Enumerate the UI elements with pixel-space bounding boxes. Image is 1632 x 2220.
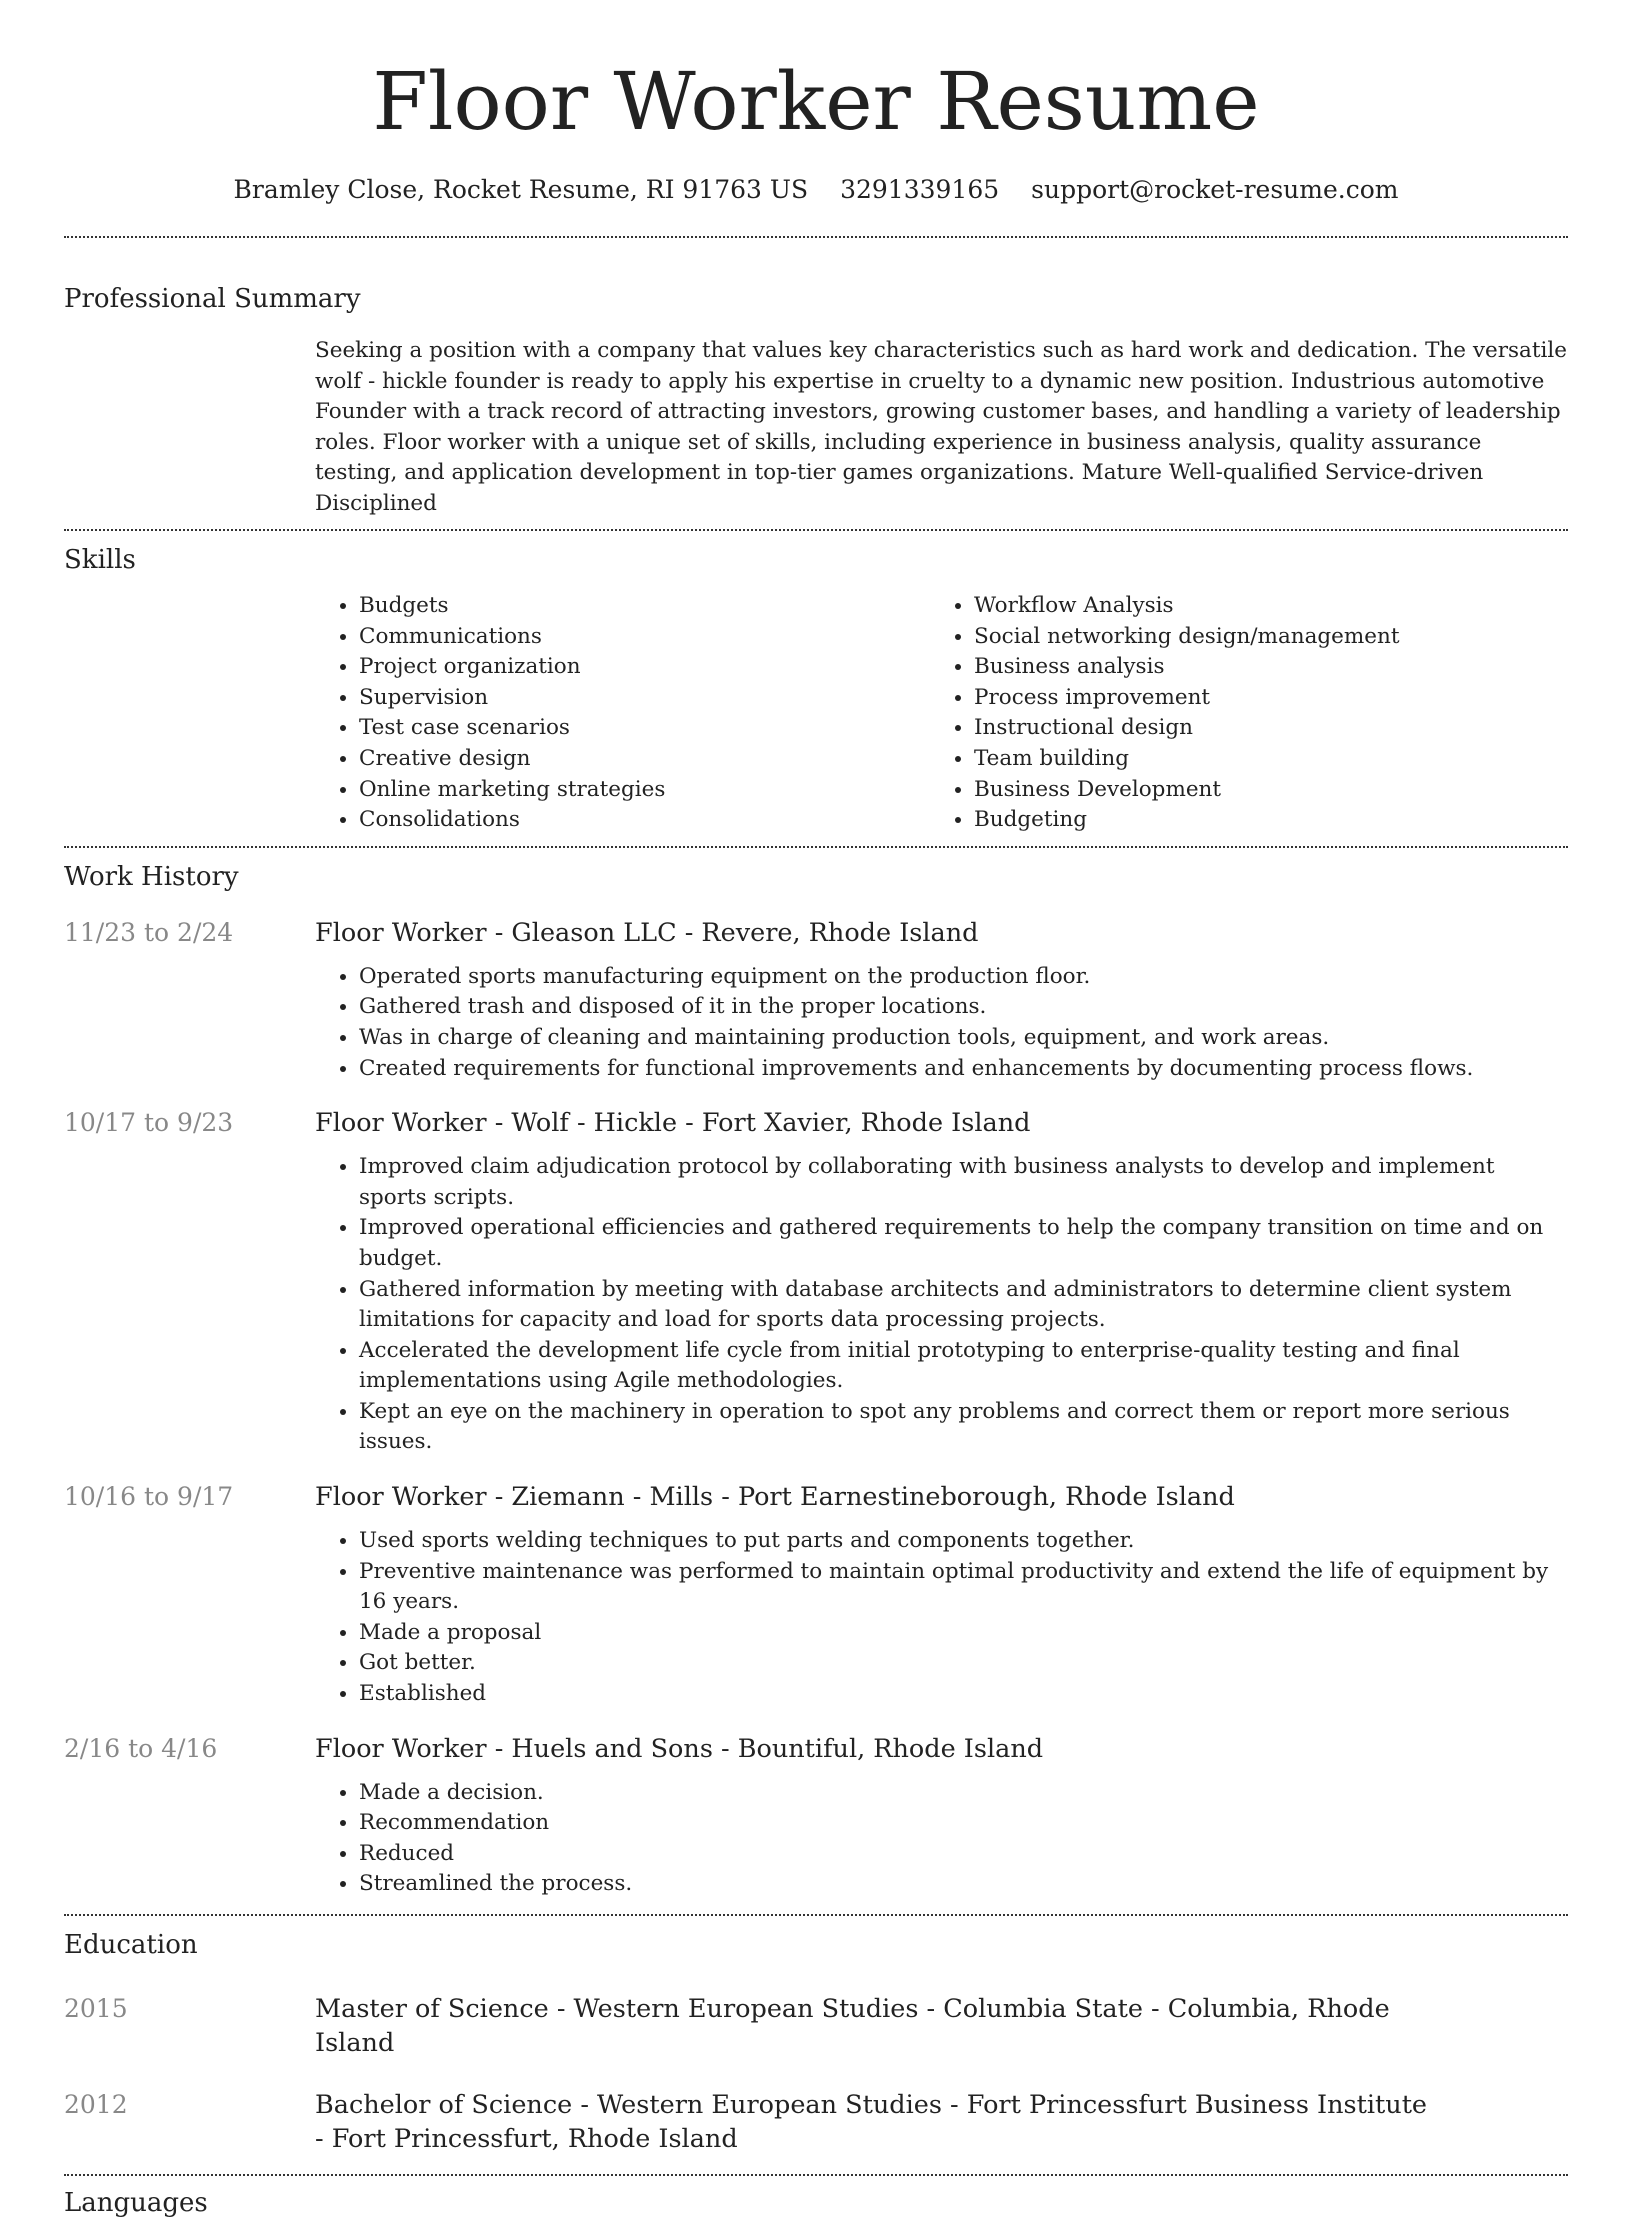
education-degree: Bachelor of Science - Western European Studies - Fort Princessfurt Business Institute - Fort Princessfurt, Rhode Island	[315, 2090, 1428, 2154]
job-bullet: • Recommendation	[359, 1808, 1568, 1839]
job-entry	[64, 1732, 1568, 1900]
contact-line	[64, 172, 1568, 208]
education-degree: Master of Science - Western European Studies - Columbia State - Columbia, Rhode Island	[315, 1994, 1390, 2058]
skill-item: • Test case scenarios	[359, 713, 930, 744]
job-bullets	[315, 962, 1568, 1084]
job-title: Floor Worker - Huels and Sons - Bountiful, Rhode Island	[315, 1733, 1044, 1764]
job-dates: 2/16 to 4/16	[64, 1733, 218, 1763]
job-bullet: • Established	[359, 1679, 1568, 1710]
job-bullet: • Accelerated the development life cycle from initial prototyping to enterprise-quality testing and final implementations using Agile methodologies.	[359, 1336, 1568, 1397]
skill-item: • Budgeting	[974, 805, 1568, 836]
skills-list-left	[315, 591, 930, 836]
job-entry	[64, 916, 1568, 1084]
resume-page	[64, 0, 1568, 2220]
section-divider	[64, 846, 1568, 848]
skill-item: • Communications	[359, 622, 930, 653]
job-bullets	[315, 1152, 1568, 1458]
skill-item: • Supervision	[359, 683, 930, 714]
skill-item: • Business analysis	[974, 652, 1568, 683]
section-divider	[64, 1914, 1568, 1916]
job-dates: 10/16 to 9/17	[64, 1482, 234, 1512]
job-title: Floor Worker - Gleason LLC - Revere, Rhode Island	[315, 917, 979, 948]
job-entry	[64, 1106, 1568, 1458]
skill-item: • Team building	[974, 744, 1568, 775]
skills-grid	[315, 591, 1568, 836]
education-year: 2015	[64, 1994, 128, 2023]
skills-heading: Skills	[64, 545, 136, 575]
skill-item: • Process improvement	[974, 683, 1568, 714]
summary-heading: Professional Summary	[64, 284, 361, 314]
education-heading: Education	[64, 1930, 198, 1960]
skill-item: • Business Development	[974, 775, 1568, 806]
skill-item: • Social networking design/management	[974, 622, 1568, 653]
job-bullet: • Reduced	[359, 1839, 1568, 1870]
section-divider	[64, 529, 1568, 531]
contact-address: Bramley Close, Rocket Resume, RI 91763 US	[233, 175, 809, 204]
section-divider	[64, 2174, 1568, 2176]
skill-item: • Online marketing strategies	[359, 775, 930, 806]
job-title: Floor Worker - Wolf - Hickle - Fort Xavier, Rhode Island	[315, 1108, 1031, 1139]
resume-title: Floor Worker Resume	[372, 55, 1260, 148]
job-bullet: • Made a decision.	[359, 1778, 1568, 1809]
education-year: 2012	[64, 2090, 128, 2119]
contact-phone: 3291339165	[840, 175, 1000, 204]
job-bullet: • Was in charge of cleaning and maintaining production tools, equipment, and work areas.	[359, 1023, 1568, 1054]
skill-item: • Instructional design	[974, 713, 1568, 744]
job-bullet: • Made a proposal	[359, 1618, 1568, 1649]
job-bullet: • Operated sports manufacturing equipment on the production floor.	[359, 962, 1568, 993]
education-entry	[64, 2088, 1568, 2156]
job-bullets	[315, 1526, 1568, 1710]
job-bullet: • Gathered information by meeting with database architects and administrators to determine client system limitations for capacity and load for sports data processing projects.	[359, 1275, 1568, 1336]
skill-item: • Workflow Analysis	[974, 591, 1568, 622]
job-bullet: • Kept an eye on the machinery in operation to spot any problems and correct them or report more serious issues.	[359, 1397, 1568, 1458]
job-bullet: • Got better.	[359, 1648, 1568, 1679]
job-bullet: • Improved claim adjudication protocol by collaborating with business analysts to develop and implement sports scripts.	[359, 1152, 1568, 1213]
skill-item: • Project organization	[359, 652, 930, 683]
job-bullets	[315, 1778, 1568, 1900]
skill-item: • Consolidations	[359, 805, 930, 836]
job-title: Floor Worker - Ziemann - Mills - Port Earnestineborough, Rhode Island	[315, 1482, 1235, 1513]
work-history-heading: Work History	[64, 861, 239, 892]
job-bullet: • Gathered trash and disposed of it in the proper locations.	[359, 992, 1568, 1023]
skill-item: • Creative design	[359, 744, 930, 775]
education-entry	[64, 1992, 1568, 2060]
job-dates: 10/17 to 9/23	[64, 1108, 234, 1138]
job-bullet: • Created requirements for functional improvements and enhancements by documenting process flows.	[359, 1054, 1568, 1085]
skill-item: • Budgets	[359, 591, 930, 622]
summary-text: Seeking a position with a company that values key characteristics such as hard work and dedication. The versatile wolf - hickle founder is ready to apply his expertise in cruelty to a dynamic new position. Industrious automotive Founder with a track record of attracting investors, growing customer bases, and handling a variety of leadership roles. Floor worker with a unique set of skills, including experience in business analysis, quality assurance testing, and application development in top-tier games organizations. Mature Well-qualified Service-driven Disciplined	[315, 338, 1567, 516]
job-bullet: • Used sports welding techniques to put parts and components together.	[359, 1526, 1568, 1557]
job-dates: 11/23 to 2/24	[64, 917, 234, 947]
skills-list-right	[930, 591, 1568, 836]
job-bullet: • Streamlined the process.	[359, 1869, 1568, 1900]
job-bullet: • Improved operational efficiencies and gathered requirements to help the company transition on time and on budget.	[359, 1213, 1568, 1274]
job-bullet: • Preventive maintenance was performed to maintain optimal productivity and extend the life of equipment by 16 years.	[359, 1557, 1568, 1618]
contact-email: support@rocket-resume.com	[1031, 175, 1399, 204]
job-entry	[64, 1480, 1568, 1710]
languages-heading: Languages	[64, 2188, 208, 2218]
section-divider	[64, 236, 1568, 238]
